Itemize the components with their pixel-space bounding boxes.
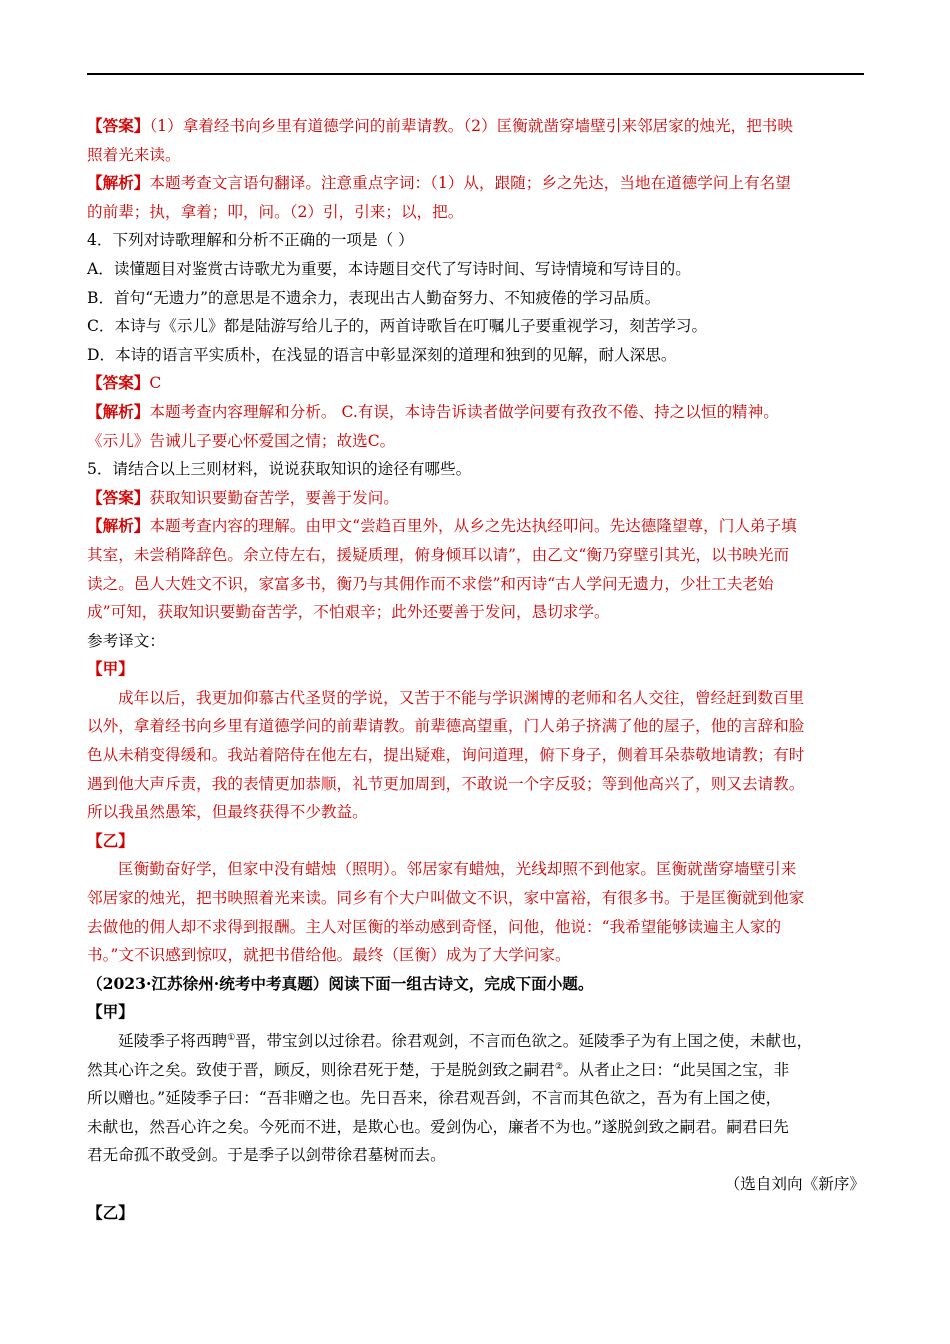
analysis-text: 《示儿》告诫儿子要心怀爱国之情；故选C。 bbox=[87, 431, 396, 450]
option-d: D．本诗的语言平实质朴，在浅显的语言中彰显深刻的道理和独到的见解，耐人深思。 bbox=[87, 345, 677, 364]
passage-line bbox=[87, 1027, 865, 1056]
translation-yi-label: 【乙】 bbox=[87, 830, 134, 850]
translation-line: 成年以后，我更加仰慕古代圣贤的学说，又苦于不能与学识渊博的老师和名人交往，曾经赶到数百里 bbox=[118, 688, 805, 707]
translation-line: 遇到他大声斥责，我的表情更加恭顺，礼节更加周到，不敢说一个字反驳；等到他高兴了，则又去请教。 bbox=[87, 774, 805, 793]
translation-jia-label: 【甲】 bbox=[87, 659, 134, 679]
analysis-text: 本题考查内容的理解。由甲文“尝趋百里外，从乡之先达执经叩问。先达德隆望尊，门人弟子填 bbox=[149, 517, 797, 536]
analysis-text: 本题考查内容理解和分析。 C.有误，本诗告诉读者做学问要有孜孜不倦、持之以恒的精神。 bbox=[149, 402, 779, 421]
option-b: B．首句“无遗力”的意思是不遗余力，表现出古人勤奋努力、不知疲倦的学习品质。 bbox=[87, 288, 661, 307]
passage-text: 延陵季子将西聘 bbox=[118, 1032, 228, 1050]
footnote-marker: ② bbox=[554, 1061, 563, 1072]
analysis-line: 成”可知，获取知识要勤奋苦学，不怕艰辛；此外还要善于发问，恳切求学。 bbox=[87, 603, 610, 622]
passage-line bbox=[87, 1056, 865, 1085]
analysis-text: 的前辈；执，拿着；叩，问。（2）引，引来；以，把。 bbox=[87, 202, 464, 221]
header-rule bbox=[87, 73, 864, 75]
analysis-line bbox=[87, 427, 865, 456]
translation-line: 所以我虽然愚笨，但最终获得不少教益。 bbox=[87, 803, 368, 822]
passage-source: （选自刘向《新序》 bbox=[724, 1174, 865, 1193]
section-heading: （2023·江苏徐州·统考中考真题）阅读下面一组古诗文，完成下面小题。 bbox=[87, 973, 594, 993]
passage-line: 君无命孤不敢受剑。于是季子以剑带徐君墓树而去。 bbox=[87, 1146, 446, 1165]
passage-text: 晋，带宝剑以过徐君。徐君观剑，不言而色欲之。延陵季子为有上国之使，未献也， bbox=[235, 1032, 813, 1050]
answer-text: （1）拿着经书向乡里有道德学问的前辈请教。（2）匡衡就凿穿墙壁引来邻居家的烛光，把书映 bbox=[149, 117, 793, 135]
answer-line bbox=[87, 141, 865, 170]
translation-line: 匡衡勤奋好学，但家中没有蜡烛（照明）。邻居家有蜡烛，光线却照不到他家。匡衡就凿穿墙壁引来 bbox=[118, 860, 797, 879]
answer-line bbox=[87, 369, 865, 398]
analysis-line bbox=[87, 512, 865, 541]
translation-line: 色从未稍变得缓和。我站着陪侍在他左右，提出疑难，询问道理，俯下身子，侧着耳朵恭敬地请教；有时 bbox=[87, 746, 805, 765]
answer-line bbox=[87, 484, 865, 513]
translation-line: 去做他的佣人却不求得到报酬。主人对匡衡的举动感到奇怪，问他，他说：“我希望能够读遍主人家的 bbox=[87, 917, 782, 936]
answer-line bbox=[87, 112, 865, 141]
answer-label: 【答案】 bbox=[87, 373, 150, 393]
translation-line: 邻居家的烛光，把书映照着光来读。同乡有个大户叫做文不识，家中富裕，有很多书。于是匡衡就到他家 bbox=[87, 889, 805, 908]
analysis-line bbox=[87, 169, 865, 198]
analysis-line: 读之。邑人大姓文不识，家富多书，衡乃与其佣作而不求偿”和丙诗“古人学问无遗力，少壮工夫老始 bbox=[87, 574, 774, 593]
answer-text: 获取知识要勤奋苦学，要善于发问。 bbox=[149, 488, 399, 507]
passage-yi-label: 【乙】 bbox=[87, 1202, 134, 1222]
answer-text: C bbox=[149, 374, 162, 393]
passage-text: 。从者止之曰：“此吴国之宝，非 bbox=[562, 1060, 790, 1079]
passage-line: 未献也，然吾心许之矣。今死而不进，是欺心也。爱剑伪心，廉者不为也。”遂脱剑致之嗣君。嗣君曰先 bbox=[87, 1117, 789, 1136]
question-stem: 4．下列对诗歌理解和分析不正确的一项是（ ） bbox=[87, 231, 414, 250]
analysis-line bbox=[87, 198, 865, 227]
answer-text: 照着光来读。 bbox=[87, 145, 181, 164]
document-body bbox=[87, 112, 865, 1227]
answer-label: 【答案】 bbox=[87, 487, 150, 507]
analysis-label: 【解析】 bbox=[87, 516, 150, 536]
analysis-line: 其室，未尝稍降辞色。余立侍左右，援疑质理，俯身倾耳以请”，由乙文“衡乃穿壁引其光，以书映光而 bbox=[87, 545, 790, 564]
option-a: A．读懂题目对鉴赏古诗歌尤为重要，本诗题目交代了写诗时间、写诗情境和写诗目的。 bbox=[87, 259, 691, 278]
option-c: C．本诗与《示儿》都是陆游写给儿子的，两首诗歌旨在叮嘱儿子要重视学习，刻苦学习。 bbox=[87, 317, 708, 336]
passage-jia-label: 【甲】 bbox=[87, 1002, 134, 1022]
footnote-marker: ① bbox=[227, 1032, 236, 1043]
passage-line: 所以赠也。”延陵季子曰：“吾非赠之也。先日吾来，徐君观吾剑，不言而其色欲之，吾为有上国之使， bbox=[87, 1089, 782, 1108]
answer-label: 【答案】 bbox=[87, 116, 150, 135]
analysis-label: 【解析】 bbox=[87, 173, 150, 193]
analysis-text: 本题考查文言语句翻译。注意重点字词：（1）从，跟随；乡之先达，当地在道德学问上有名望 bbox=[149, 174, 791, 193]
translation-line: 以外，拿着经书向乡里有道德学问的前辈请教。前辈德高望重，门人弟子挤满了他的屋子，他的言辞和脸 bbox=[87, 717, 805, 736]
analysis-label: 【解析】 bbox=[87, 401, 150, 421]
translation-heading: 参考译文： bbox=[87, 631, 165, 650]
translation-line: 书。”文不识感到惊叹，就把书借给他。最终（匡衡）成为了大学问家。 bbox=[87, 946, 571, 965]
question-stem: 5．请结合以上三则材料，说说获取知识的途径有哪些。 bbox=[87, 460, 472, 479]
passage-text: 然其心许之矣。致使于晋，顾反，则徐君死于楚，于是脱剑致之嗣君 bbox=[87, 1060, 555, 1079]
analysis-line bbox=[87, 398, 865, 427]
